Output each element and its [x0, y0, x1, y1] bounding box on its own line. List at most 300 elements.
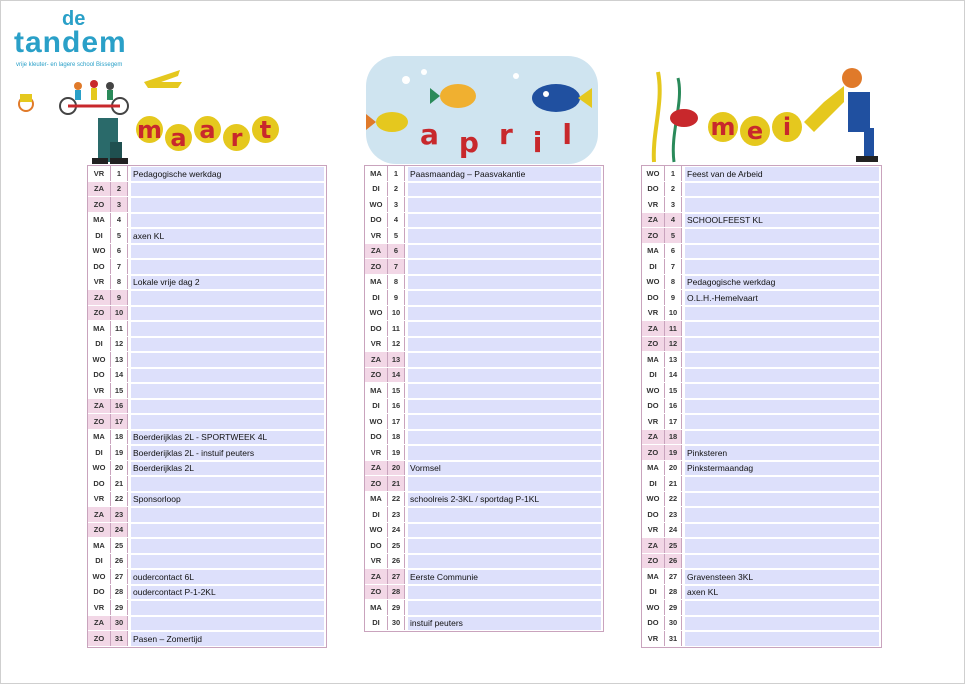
calendar-mei — [641, 165, 882, 648]
event-text: Pinksteren — [685, 446, 879, 460]
day-number: 3 — [388, 197, 405, 212]
event-text — [685, 369, 879, 383]
calendar-day-row — [88, 337, 326, 352]
event-text: SCHOOLFEEST KL — [685, 214, 879, 228]
calendar-day-row — [365, 554, 603, 569]
event-text: Sponsorloop — [131, 493, 324, 507]
event-text: Feest van de Arbeid — [685, 167, 879, 181]
calendar-day-row — [88, 430, 326, 445]
weekday-label: ZO — [88, 306, 111, 321]
day-number: 7 — [388, 259, 405, 274]
calendar-day-row — [365, 507, 603, 522]
weekday-label: DI — [88, 228, 111, 243]
event-text — [131, 214, 324, 228]
day-number: 17 — [388, 414, 405, 429]
day-number: 14 — [111, 368, 128, 383]
day-number: 22 — [111, 492, 128, 507]
day-number: 23 — [388, 507, 405, 522]
calendar-day-row — [365, 182, 603, 197]
day-number: 13 — [388, 352, 405, 367]
day-number: 19 — [388, 445, 405, 460]
day-number: 20 — [665, 461, 682, 476]
calendar-day-row — [365, 368, 603, 383]
event-text: Pasen – Zomertijd — [131, 632, 324, 646]
event-text — [408, 260, 601, 274]
event-text — [685, 539, 879, 553]
weekday-label: DI — [365, 290, 388, 305]
event-text — [408, 369, 601, 383]
calendar-day-row — [642, 321, 881, 336]
day-number: 14 — [388, 368, 405, 383]
calendar-day-row — [88, 383, 326, 398]
weekday-label: ZA — [88, 290, 111, 305]
day-number: 16 — [111, 399, 128, 414]
event-text — [685, 322, 879, 336]
calendar-day-row — [88, 368, 326, 383]
day-number: 18 — [388, 430, 405, 445]
day-number: 6 — [388, 244, 405, 259]
calendar-day-row — [365, 414, 603, 429]
weekday-label: ZO — [642, 445, 665, 460]
day-number: 30 — [665, 616, 682, 631]
calendar-day-row — [88, 213, 326, 228]
event-text: instuif peuters — [408, 617, 601, 631]
calendar-day-row — [642, 182, 881, 197]
day-number: 1 — [665, 166, 682, 181]
calendar-day-row — [88, 569, 326, 584]
event-text — [408, 245, 601, 259]
day-number: 28 — [388, 585, 405, 600]
weekday-label: WO — [642, 383, 665, 398]
weekday-label: DI — [642, 259, 665, 274]
calendar-day-row — [365, 197, 603, 212]
calendar-day-row — [365, 445, 603, 460]
calendar-day-row — [642, 430, 881, 445]
day-number: 25 — [665, 538, 682, 553]
calendar-day-row — [642, 631, 881, 646]
event-text — [685, 617, 879, 631]
event-text — [408, 322, 601, 336]
calendar-day-row — [365, 321, 603, 336]
event-text — [408, 555, 601, 569]
title-letter: e — [740, 116, 770, 146]
calendar-day-row — [365, 523, 603, 538]
day-number: 1 — [388, 166, 405, 181]
title-letter: r — [223, 124, 250, 151]
weekday-label: DI — [642, 368, 665, 383]
day-number: 2 — [388, 182, 405, 197]
event-text — [408, 338, 601, 352]
event-text: Boerderijklas 2L - SPORTWEEK 4L — [131, 431, 324, 445]
event-text — [408, 291, 601, 305]
event-text — [408, 586, 601, 600]
day-number: 16 — [388, 399, 405, 414]
month-title-mei — [708, 112, 802, 146]
day-number: 21 — [111, 476, 128, 491]
calendar-day-row — [88, 306, 326, 321]
calendar-day-row — [88, 290, 326, 305]
calendar-day-row — [365, 166, 603, 181]
day-number: 17 — [111, 414, 128, 429]
weekday-label: VR — [642, 414, 665, 429]
weekday-label: ZA — [88, 507, 111, 522]
calendar-day-row — [642, 554, 881, 569]
calendar-day-row — [88, 414, 326, 429]
day-number: 15 — [388, 383, 405, 398]
day-number: 27 — [665, 569, 682, 584]
calendar-day-row — [642, 337, 881, 352]
calendar-day-row — [642, 166, 881, 181]
event-text — [408, 307, 601, 321]
event-text: schoolreis 2-3KL / sportdag P-1KL — [408, 493, 601, 507]
weekday-label: VR — [365, 554, 388, 569]
day-number: 30 — [388, 616, 405, 631]
event-text: Pedagogische werkdag — [685, 276, 879, 290]
calendar-day-row — [642, 600, 881, 615]
event-text — [131, 524, 324, 538]
day-number: 10 — [388, 306, 405, 321]
weekday-label: DO — [88, 259, 111, 274]
day-number: 11 — [111, 321, 128, 336]
weekday-label: ZA — [642, 321, 665, 336]
day-number: 11 — [388, 321, 405, 336]
calendar-day-row — [642, 476, 881, 491]
calendar-day-row — [88, 259, 326, 274]
calendar-day-row — [642, 507, 881, 522]
event-text: oudercontact 6L — [131, 570, 324, 584]
calendar-day-row — [642, 399, 881, 414]
event-text: Vormsel — [408, 462, 601, 476]
calendar-day-row — [88, 554, 326, 569]
calendar-day-row — [365, 352, 603, 367]
day-number: 10 — [665, 306, 682, 321]
calendar-day-row — [88, 445, 326, 460]
day-number: 19 — [111, 445, 128, 460]
event-text — [685, 338, 879, 352]
event-text — [685, 601, 879, 615]
day-number: 22 — [665, 492, 682, 507]
calendar-day-row — [365, 476, 603, 491]
event-text — [408, 431, 601, 445]
calendar-day-row — [642, 259, 881, 274]
calendar-day-row — [365, 383, 603, 398]
month-title-maart — [136, 116, 279, 151]
event-text — [685, 229, 879, 243]
calendar-day-row — [365, 213, 603, 228]
calendar-april — [364, 165, 604, 632]
event-text — [131, 555, 324, 569]
event-text: axen KL — [131, 229, 324, 243]
weekday-label: DO — [365, 213, 388, 228]
weekday-label: DI — [88, 554, 111, 569]
weekday-label: ZO — [365, 585, 388, 600]
day-number: 20 — [111, 461, 128, 476]
weekday-label: ZA — [642, 538, 665, 553]
day-number: 8 — [111, 275, 128, 290]
calendar-day-row — [642, 383, 881, 398]
calendar-day-row — [88, 476, 326, 491]
weekday-label: DI — [365, 616, 388, 631]
day-number: 3 — [111, 197, 128, 212]
weekday-label: ZA — [642, 213, 665, 228]
calendar-day-row — [365, 538, 603, 553]
weekday-label: MA — [365, 275, 388, 290]
calendar-day-row — [642, 352, 881, 367]
event-text — [131, 307, 324, 321]
event-text — [408, 214, 601, 228]
event-text — [131, 617, 324, 631]
weekday-label: WO — [88, 244, 111, 259]
day-number: 5 — [665, 228, 682, 243]
calendar-day-row — [365, 259, 603, 274]
event-text — [131, 198, 324, 212]
weekday-label: ZO — [88, 631, 111, 646]
day-number: 23 — [111, 507, 128, 522]
day-number: 28 — [665, 585, 682, 600]
calendar-day-row — [88, 616, 326, 631]
calendar-day-row — [365, 569, 603, 584]
weekday-label: DI — [365, 399, 388, 414]
day-number: 4 — [388, 213, 405, 228]
event-text — [685, 400, 879, 414]
event-text: oudercontact P-1-2KL — [131, 586, 324, 600]
event-text — [408, 508, 601, 522]
event-text — [685, 245, 879, 259]
calendar-day-row — [642, 306, 881, 321]
day-number: 29 — [111, 600, 128, 615]
day-number: 20 — [388, 461, 405, 476]
event-text — [685, 384, 879, 398]
day-number: 15 — [665, 383, 682, 398]
weekday-label: DO — [88, 585, 111, 600]
month-title-april — [420, 118, 572, 159]
calendar-day-row — [365, 228, 603, 243]
title-letter: t — [252, 116, 279, 143]
weekday-label: VR — [88, 492, 111, 507]
weekday-label: ZA — [365, 244, 388, 259]
calendar-day-row — [365, 600, 603, 615]
calendar-day-row — [642, 213, 881, 228]
day-number: 2 — [665, 182, 682, 197]
calendar-day-row — [88, 244, 326, 259]
calendar-day-row — [365, 430, 603, 445]
calendar-day-row — [88, 507, 326, 522]
event-text — [685, 198, 879, 212]
weekday-label: DI — [642, 585, 665, 600]
day-number: 6 — [665, 244, 682, 259]
event-text — [131, 415, 324, 429]
weekday-label: ZO — [642, 228, 665, 243]
calendar-day-row — [88, 461, 326, 476]
event-text: Pedagogische werkdag — [131, 167, 324, 181]
weekday-label: MA — [642, 461, 665, 476]
weekday-label: WO — [365, 197, 388, 212]
calendar-day-row — [88, 631, 326, 646]
day-number: 21 — [665, 476, 682, 491]
weekday-label: DO — [642, 616, 665, 631]
event-text — [408, 539, 601, 553]
weekday-label: WO — [642, 492, 665, 507]
event-text — [408, 229, 601, 243]
day-number: 14 — [665, 368, 682, 383]
day-number: 24 — [388, 523, 405, 538]
weekday-label: VR — [88, 383, 111, 398]
weekday-label: ZO — [88, 414, 111, 429]
weekday-label: MA — [88, 430, 111, 445]
weekday-label: WO — [365, 523, 388, 538]
weekday-label: VR — [365, 445, 388, 460]
event-text — [685, 493, 879, 507]
event-text — [408, 276, 601, 290]
weekday-label: DI — [642, 476, 665, 491]
weekday-label: ZA — [88, 182, 111, 197]
weekday-label: DO — [642, 290, 665, 305]
day-number: 25 — [388, 538, 405, 553]
weekday-label: DI — [88, 445, 111, 460]
weekday-label: VR — [88, 600, 111, 615]
weekday-label: ZA — [88, 399, 111, 414]
day-number: 25 — [111, 538, 128, 553]
day-number: 12 — [665, 337, 682, 352]
weekday-label: ZO — [88, 197, 111, 212]
weekday-label: DO — [642, 507, 665, 522]
day-number: 27 — [111, 569, 128, 584]
title-letter: a — [420, 118, 439, 151]
event-text — [408, 400, 601, 414]
day-number: 12 — [111, 337, 128, 352]
day-number: 8 — [665, 275, 682, 290]
weekday-label: ZO — [365, 368, 388, 383]
event-text — [408, 524, 601, 538]
weekday-label: ZO — [642, 554, 665, 569]
calendar-day-row — [642, 492, 881, 507]
weekday-label: DO — [88, 368, 111, 383]
weekday-label: ZA — [365, 461, 388, 476]
day-number: 6 — [111, 244, 128, 259]
calendar-day-row — [642, 585, 881, 600]
calendar-day-row — [365, 399, 603, 414]
event-text — [131, 260, 324, 274]
event-text: Gravensteen 3KL — [685, 570, 879, 584]
weekday-label: ZA — [642, 430, 665, 445]
event-text — [685, 555, 879, 569]
event-text — [131, 245, 324, 259]
calendar-day-row — [642, 197, 881, 212]
weekday-label: VR — [642, 523, 665, 538]
weekday-label: DO — [642, 399, 665, 414]
calendar-day-row — [642, 414, 881, 429]
weekday-label: ZA — [365, 352, 388, 367]
day-number: 4 — [665, 213, 682, 228]
day-number: 9 — [111, 290, 128, 305]
calendar-day-row — [642, 228, 881, 243]
calendar-day-row — [88, 538, 326, 553]
calendar-day-row — [365, 290, 603, 305]
weekday-label: DI — [88, 337, 111, 352]
weekday-label: MA — [642, 244, 665, 259]
day-number: 29 — [388, 600, 405, 615]
title-letter: r — [498, 118, 513, 151]
calendar-day-row — [88, 166, 326, 181]
day-number: 23 — [665, 507, 682, 522]
weekday-label: WO — [88, 569, 111, 584]
weekday-label: ZO — [88, 523, 111, 538]
calendar-day-row — [642, 290, 881, 305]
day-number: 31 — [111, 631, 128, 646]
day-number: 31 — [665, 631, 682, 646]
calendar-day-row — [365, 492, 603, 507]
weekday-label: VR — [365, 228, 388, 243]
weekday-label: WO — [642, 275, 665, 290]
event-text: O.L.H.-Hemelvaart — [685, 291, 879, 305]
title-letter: i — [532, 126, 543, 159]
calendar-day-row — [88, 275, 326, 290]
weekday-label: ZO — [365, 259, 388, 274]
event-text — [131, 601, 324, 615]
day-number: 2 — [111, 182, 128, 197]
event-text — [408, 446, 601, 460]
calendar-day-row — [642, 569, 881, 584]
day-number: 3 — [665, 197, 682, 212]
event-text — [408, 198, 601, 212]
day-number: 26 — [388, 554, 405, 569]
weekday-label: VR — [365, 337, 388, 352]
day-number: 13 — [665, 352, 682, 367]
calendar-day-row — [642, 275, 881, 290]
calendar-day-row — [365, 275, 603, 290]
event-text — [685, 524, 879, 538]
day-number: 1 — [111, 166, 128, 181]
day-number: 8 — [388, 275, 405, 290]
event-text — [685, 415, 879, 429]
calendar-day-row — [642, 538, 881, 553]
event-text: Pinkstermaandag — [685, 462, 879, 476]
weekday-label: VR — [88, 275, 111, 290]
calendar-day-row — [365, 585, 603, 600]
calendar-day-row — [88, 600, 326, 615]
weekday-label: WO — [88, 461, 111, 476]
event-text — [131, 353, 324, 367]
event-text: Boerderijklas 2L - instuif peuters — [131, 446, 324, 460]
calendar-day-row — [88, 352, 326, 367]
calendar-day-row — [88, 321, 326, 336]
weekday-label: MA — [365, 383, 388, 398]
calendar-day-row — [88, 228, 326, 243]
calendar-day-row — [88, 182, 326, 197]
calendar-day-row — [88, 197, 326, 212]
weekday-label: VR — [642, 306, 665, 321]
weekday-label: MA — [88, 213, 111, 228]
calendar-day-row — [365, 306, 603, 321]
title-letter: a — [165, 124, 192, 151]
event-text — [131, 338, 324, 352]
title-letter: m — [136, 115, 162, 144]
calendar-day-row — [365, 244, 603, 259]
event-text — [685, 508, 879, 522]
calendar-day-row — [88, 585, 326, 600]
day-number: 9 — [388, 290, 405, 305]
event-text — [685, 183, 879, 197]
weekday-label: VR — [642, 631, 665, 646]
event-text — [131, 508, 324, 522]
weekday-label: MA — [88, 321, 111, 336]
calendar-day-row — [365, 616, 603, 631]
calendar-day-row — [365, 337, 603, 352]
calendar-day-row — [642, 461, 881, 476]
day-number: 26 — [111, 554, 128, 569]
day-number: 10 — [111, 306, 128, 321]
day-number: 24 — [665, 523, 682, 538]
